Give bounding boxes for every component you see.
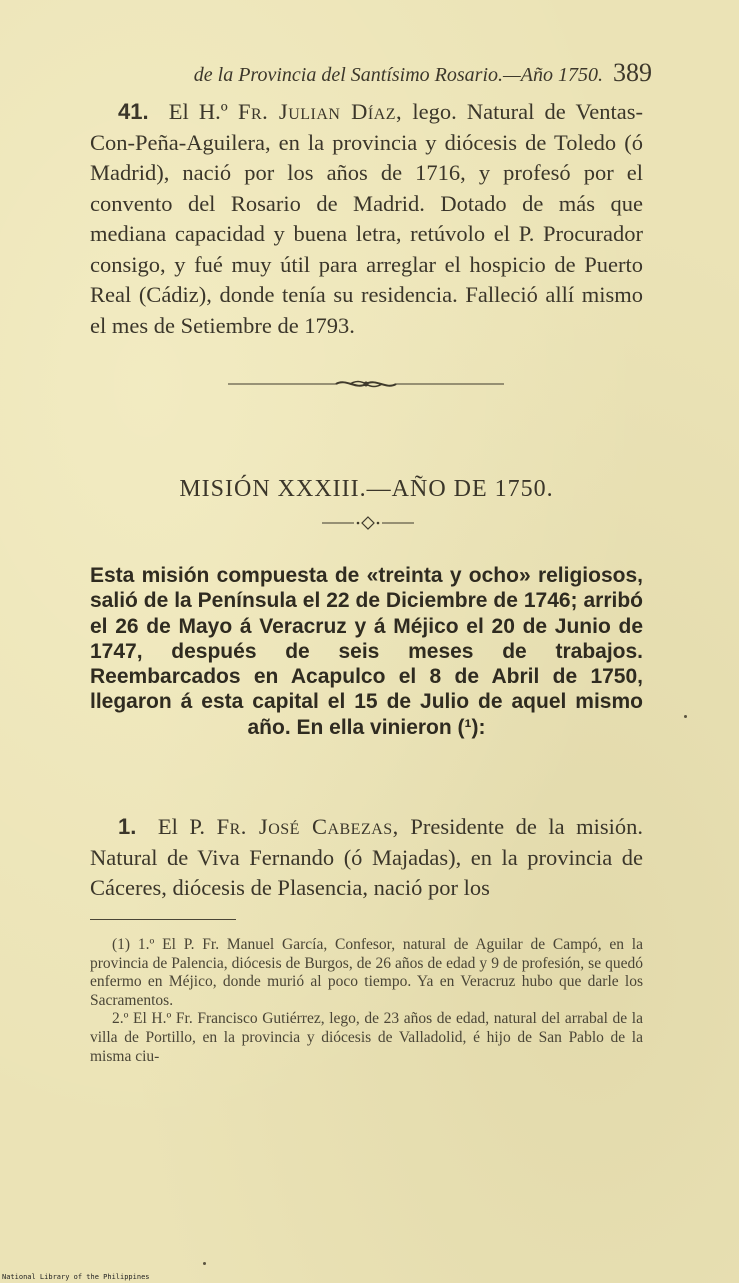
mission-title: MISIÓN XXXIII.—AÑO DE 1750.	[179, 476, 554, 502]
entry-name: Fr. José Cabezas,	[216, 814, 399, 839]
paper-speck	[684, 715, 687, 718]
mission-summary: Esta misión compuesta de «treinta y ocho» religiosos, salió de la Península el 22 de Diciembre de 1746; arribó el 26 de Mayo á Veracruz y á Méjico el 20 de Junio de 1747, después de seis meses de trabajos. Reembarcados en Acapulco el 8 de Abril de 1750, llegaron á esta capital el 15 de Julio de aquel mismo año. En ella vinieron (¹):	[90, 564, 643, 739]
entry-name: Fr. Julian Díaz,	[237, 99, 403, 124]
entry-number: 1.	[118, 814, 137, 839]
entry-text: Presidente de la misión. Natural de Viva Fernando (ó Majadas), en la provincia de Cáceres, diócesis de Plasencia, nació por los	[90, 814, 644, 900]
entry-prefix: El H.º	[168, 99, 228, 124]
footnote-divider	[90, 919, 236, 920]
page-number: 389	[613, 58, 652, 87]
diamond-ornament-icon	[322, 515, 414, 531]
entry-1	[90, 812, 643, 904]
library-credit: National Library of the Philippines	[2, 1273, 150, 1281]
entry-41	[90, 97, 643, 341]
entry-number: 41.	[118, 99, 149, 124]
running-head	[92, 58, 652, 88]
entry-prefix: El P.	[157, 814, 206, 839]
paper-speck	[203, 1262, 206, 1265]
footnote: 2.º El H.º Fr. Francisco Gutiérrez, lego, de 23 años de edad, natural del arrabal de la villa de Portillo, en la provincia y diócesis de Valladolid, é hijo de San Pablo de la misma ciu-	[90, 1010, 643, 1065]
entry-text: lego. Natural de Ventas-Con-Peña-Aguilera, en la provincia y diócesis de Toledo (ó Madrid), nació por los años de 1716, y profesó por el convento del Rosario de Madrid. Dotado de más que mediana capacidad y buena letra, retúvolo el P. Procurador consigo, y fué muy útil para arreglar el hospicio de Puerto Real (Cádiz), donde tenía su residencia. Falleció allí mismo el mes de Setiembre de 1793.	[90, 99, 643, 338]
footnote: (1) 1.º El P. Fr. Manuel García, Confesor, natural de Aguilar de Campó, en la provincia de Palencia, diócesis de Burgos, de 26 años de edad y 9 de profesión, se quedó enfermo en Méjico, donde murió al poco tiempo. Ya en Veracruz hubo que darle los Sacramentos.	[90, 936, 643, 1009]
ornament-divider-icon	[228, 377, 504, 391]
footnotes	[90, 936, 643, 1066]
running-head-title: de la Provincia del Santísimo Rosario.—Año 1750.	[193, 64, 603, 86]
